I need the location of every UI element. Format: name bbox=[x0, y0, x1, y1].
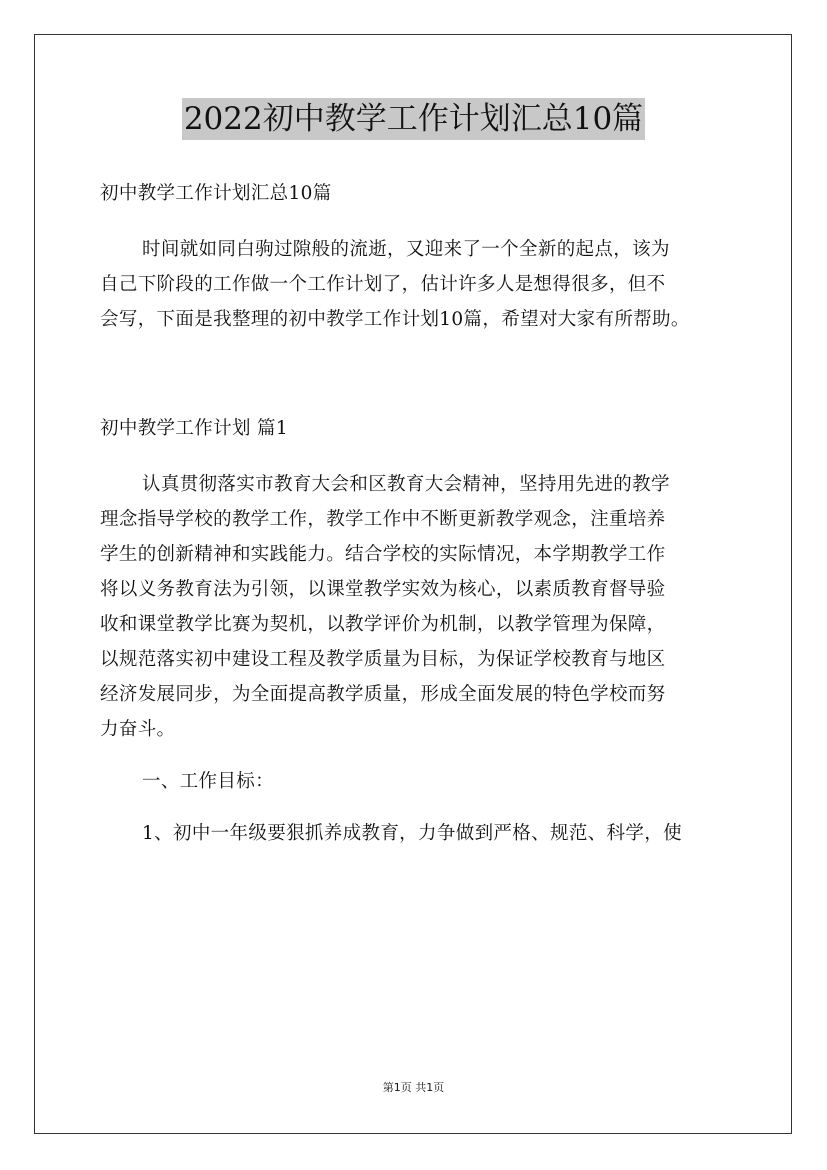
body-line: 经济发展同步，为全面提高教学质量，形成全面发展的特色学校而努 bbox=[100, 684, 666, 705]
body-paragraph bbox=[100, 467, 727, 747]
title-area bbox=[0, 98, 827, 140]
body-line: 认真贯彻落实市教育大会和区教育大会精神，坚持用先进的教学 bbox=[142, 474, 670, 495]
intro-line: 自己下阶段的工作做一个工作计划了，估计许多人是想得很多，但不 bbox=[100, 274, 666, 295]
intro-paragraph bbox=[100, 232, 727, 337]
goal-paragraph bbox=[100, 816, 727, 851]
body-line: 力奋斗。 bbox=[100, 719, 176, 740]
body-line: 理念指导学校的教学工作，教学工作中不断更新教学观念，注重培养 bbox=[100, 509, 666, 530]
body-line: 学生的创新精神和实践能力。结合学校的实际情况，本学期教学工作 bbox=[100, 544, 666, 565]
spacer bbox=[100, 446, 727, 467]
intro-line: 时间就如同白驹过隙般的流逝，又迎来了一个全新的起点，该为 bbox=[142, 239, 670, 260]
intro-line: 会写，下面是我整理的初中教学工作计划10篇，希望对大家有所帮助。 bbox=[100, 309, 690, 330]
page-indicator: 第1页 共1页 bbox=[382, 1081, 445, 1094]
goal-heading-paragraph bbox=[100, 764, 727, 799]
goal-heading: 一、工作目标： bbox=[142, 771, 274, 792]
body-line: 以规范落实初中建设工程及教学质量为目标，为保证学校教育与地区 bbox=[100, 649, 666, 670]
document-title: 2022初中教学工作计划汇总10篇 bbox=[182, 98, 645, 140]
section-heading: 初中教学工作计划 篇1 bbox=[100, 418, 289, 439]
goal-line: 1、初中一年级要狠抓养成教育，力争做到严格、规范、科学，使 bbox=[142, 823, 682, 844]
body-line: 收和课堂教学比赛为契机，以教学评价为机制，以教学管理为保障， bbox=[100, 614, 666, 635]
spacer bbox=[100, 354, 727, 411]
body-line: 将以义务教育法为引领，以课堂教学实效为核心，以素质教育督导验 bbox=[100, 579, 666, 600]
document-subtitle: 初中教学工作计划汇总10篇 bbox=[100, 183, 332, 204]
document-body bbox=[100, 176, 727, 868]
spacer bbox=[100, 211, 727, 232]
